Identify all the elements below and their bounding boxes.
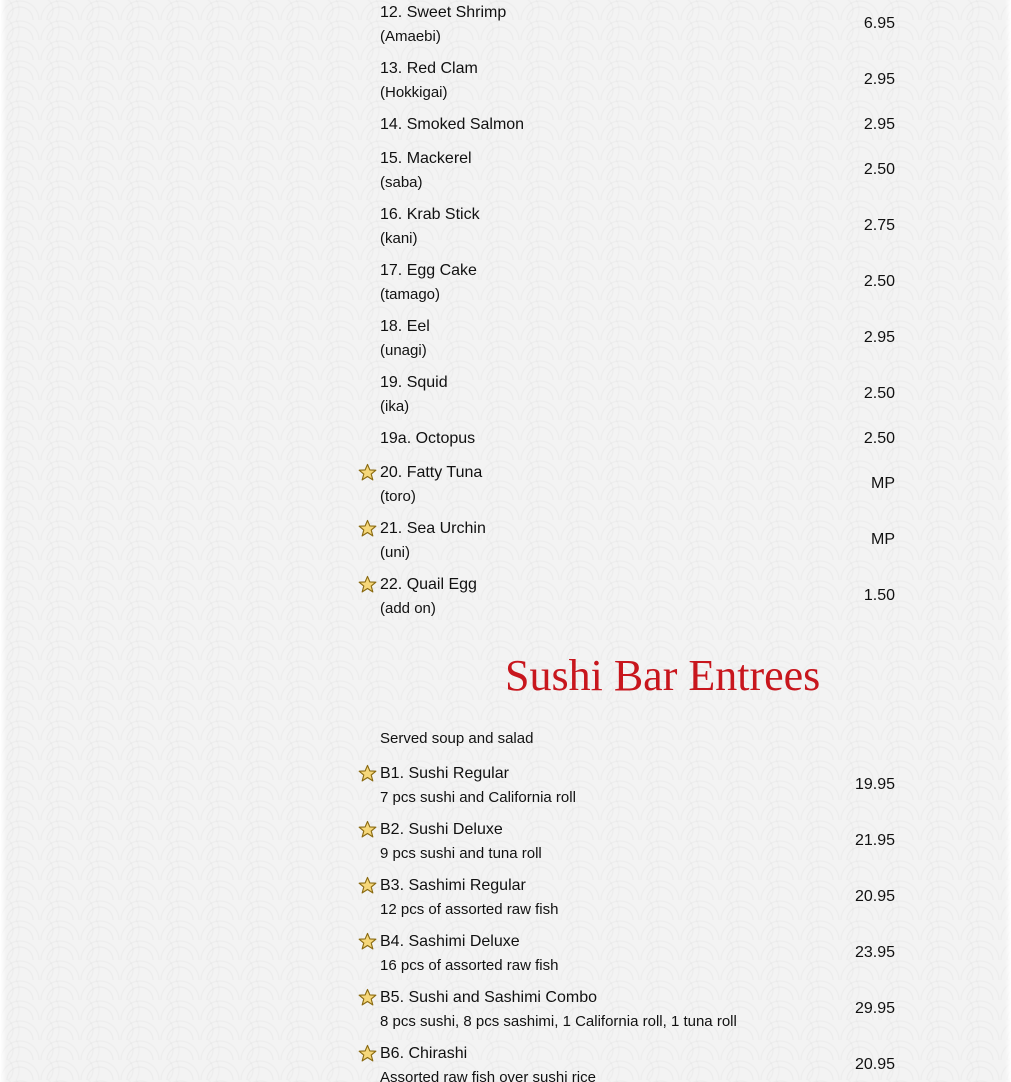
menu-item-price: 21.95 [854, 832, 895, 849]
menu-item [355, 763, 895, 819]
menu-item-description: (toro) [380, 488, 416, 505]
menu-item-name: B5. Sushi and Sashimi Combo [380, 989, 597, 1006]
menu-item-price: 2.50 [863, 430, 895, 447]
page-edge-right [1005, 0, 1011, 1082]
menu-item-price: 2.95 [863, 116, 895, 133]
menu-item [355, 931, 895, 987]
menu-item-price: 1.50 [863, 587, 895, 604]
menu-item [355, 428, 895, 462]
menu-item [355, 58, 895, 114]
menu-item-name: B6. Chirashi [380, 1045, 468, 1062]
menu-item-description: (ika) [380, 398, 410, 415]
menu-item-description: 8 pcs sushi, 8 pcs sashimi, 1 California roll, 1 tuna roll [380, 1013, 737, 1030]
menu-item-description: 7 pcs sushi and California roll [380, 789, 576, 806]
menu-item [355, 260, 895, 316]
star-icon [358, 575, 377, 594]
star-icon [358, 1044, 377, 1063]
menu-item-price: 20.95 [854, 1056, 895, 1073]
menu-item [355, 114, 895, 148]
menu-item [355, 875, 895, 931]
menu-item-price: 20.95 [854, 888, 895, 905]
menu-item [355, 204, 895, 260]
menu-item [355, 2, 895, 58]
menu-item-price: 2.50 [863, 161, 895, 178]
menu-item-name: 21. Sea Urchin [380, 520, 486, 537]
menu-item [355, 462, 895, 518]
menu-item-price: 2.95 [863, 71, 895, 88]
menu-item-description: Assorted raw fish over sushi rice [380, 1069, 596, 1082]
menu-item [355, 518, 895, 574]
menu-item [355, 372, 895, 428]
menu-item-name: 16. Krab Stick [380, 206, 480, 223]
menu-item-description: 12 pcs of assorted raw fish [380, 901, 559, 918]
page-edge-left [0, 0, 6, 1082]
menu-item-description: (Hokkigai) [380, 84, 448, 101]
menu-item-name: 22. Quail Egg [380, 576, 477, 593]
menu-item-price: 2.50 [863, 273, 895, 290]
star-icon [358, 519, 377, 538]
menu-item-description: 9 pcs sushi and tuna roll [380, 845, 542, 862]
section-note: Served soup and salad [380, 730, 534, 747]
menu-item-price: 23.95 [854, 944, 895, 961]
menu-item [355, 148, 895, 204]
menu-item-name: 17. Egg Cake [380, 262, 477, 279]
menu-item [355, 987, 895, 1043]
menu-item-name: 13. Red Clam [380, 60, 478, 77]
menu-item-name: B1. Sushi Regular [380, 765, 509, 782]
menu-item-name: B4. Sashimi Deluxe [380, 933, 520, 950]
star-icon [358, 988, 377, 1007]
menu-item-price: 6.95 [863, 15, 895, 32]
menu-item-description: (kani) [380, 230, 418, 247]
menu-item-name: 12. Sweet Shrimp [380, 4, 507, 21]
menu-item [355, 819, 895, 875]
menu-item-price: 2.50 [863, 385, 895, 402]
menu-item-name: 15. Mackerel [380, 150, 472, 167]
star-icon [358, 932, 377, 951]
menu-item-name: 19. Squid [380, 374, 448, 391]
menu-item-name: 14. Smoked Salmon [380, 116, 525, 133]
menu-item-description: 16 pcs of assorted raw fish [380, 957, 559, 974]
menu-item-price: 2.95 [863, 329, 895, 346]
menu-item [355, 574, 895, 630]
menu-item-description: (Amaebi) [380, 28, 441, 45]
menu-item-price: 2.75 [863, 217, 895, 234]
menu-item-name: 18. Eel [380, 318, 430, 335]
menu-item-name: B3. Sashimi Regular [380, 877, 526, 894]
menu-item-description: (tamago) [380, 286, 441, 303]
star-icon [358, 463, 377, 482]
menu-item-price: MP [871, 531, 895, 548]
menu-item-price: 19.95 [854, 776, 895, 793]
menu-item-price: 29.95 [854, 1000, 895, 1017]
menu-item-description: (unagi) [380, 342, 427, 359]
star-icon [358, 876, 377, 895]
menu-item-name: 19a. Octopus [380, 430, 476, 447]
section-title: Sushi Bar Entrees [505, 651, 821, 700]
menu-item-description: (add on) [380, 600, 436, 617]
menu-item [355, 1043, 895, 1082]
menu-item-description: (saba) [380, 174, 423, 191]
menu-item-description: (uni) [380, 544, 411, 561]
menu-item-name: B2. Sushi Deluxe [380, 821, 503, 838]
menu-item-name: 20. Fatty Tuna [380, 464, 483, 481]
star-icon [358, 764, 377, 783]
star-icon [358, 820, 377, 839]
menu-item [355, 316, 895, 372]
menu-item-price: MP [871, 475, 895, 492]
